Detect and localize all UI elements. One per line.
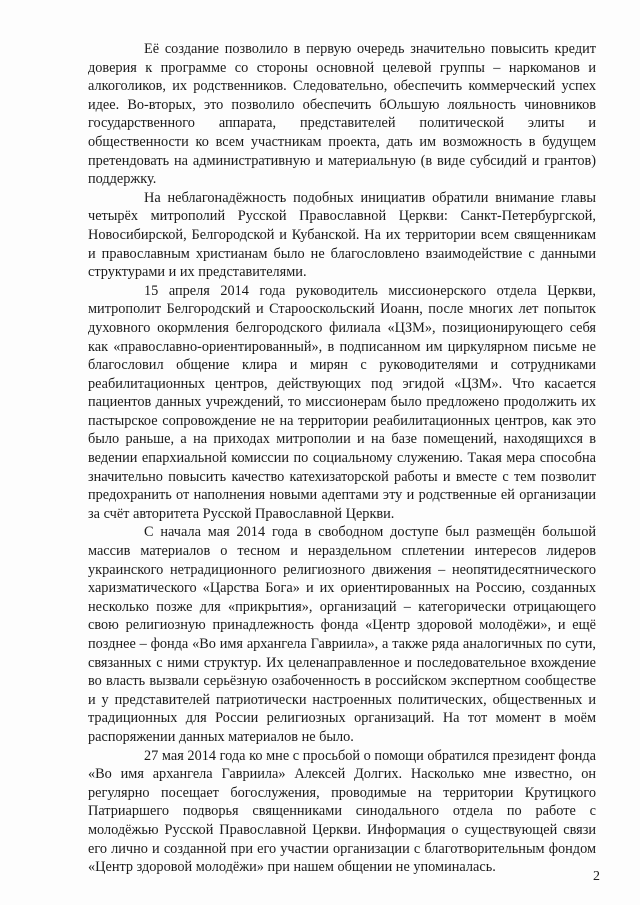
paragraph-3: 15 апреля 2014 года руководитель миссионерского отдела Церкви, митрополит Белгородский и Старооскольский Иоанн, после многих лет попыток духовного окормления белгородского филиала «ЦЗМ», позиционирующего себя как «православно-ориентированный», в подписанном им циркулярном письме не благословил общение клира и мирян с руководителями и сотрудниками реабилитационных центров, действующих под эгидой «ЦЗМ». Что касается пациентов данных учреждений, то миссионерам было предложено продолжить их пастырское сопровождение не на территории реабилитационных центров, как это было раньше, а на приходах митрополии и на базе помещений, находящихся в ведении епархиальной комиссии по социальному служению. Такая мера способна значительно повысить качество катехизаторской работы и вместе с тем позволит предохранить от наполнения новыми адептами эту и родственные ей организации за счёт авторитета Русской Православной Церкви. (88, 282, 596, 522)
document-body (88, 40, 596, 877)
paragraph-4: С начала мая 2014 года в свободном доступе был размещён большой массив материалов о тесном и нераздельном сплетении интересов лидеров украинского нетрадиционного религиозного движения – неопятидесятнического харизматического «Царства Бога» и их ориентированных на Россию, созданных несколько позже для «прикрытия», организаций – категорически отрицающего свою религиозную принадлежность фонда «Центр здоровой молодёжи», и ещё позднее – фонда «Во имя архангела Гавриила», а также ряда аналогичных по сути, связанных с ними структур. Их целенаправленное и последовательное вхождение во власть вызвали серьёзную озабоченность в российском экспертном сообществе и у представителей патриотически настроенных политических, общественных и традиционных для России религиозных организаций. На тот момент в моём распоряжении данных материалов не было. (88, 524, 596, 745)
paragraph-1: Её создание позволило в первую очередь значительно повысить кредит доверия к программе со стороны основной целевой группы – наркоманов и алкоголиков, их родственников. Следовательно, обеспечить коммерческий успех идее. Во-вторых, это позволило обеспечить бОльшую лояльность чиновников государственного аппарата, представителей политической элиты и общественности ко всем участникам проекта, дать им возможность в будущем претендовать на административную и материальную (в виде субсидий и грантов) поддержку. (88, 41, 596, 188)
page-number: 2 (593, 869, 600, 884)
paragraph-5: 27 мая 2014 года ко мне с просьбой о помощи обратился президент фонда «Во имя архангела Гавриила» Алексей Долгих. Насколько мне известно, он регулярно посещает богослужения, проводимые на территории Крутицкого Патриаршего подворья священниками синодального отдела по работе с молодёжью Русской Православной Церкви. Информация о существующей связи его лично и созданной при его участии организации с благотворительным фондом «Центр здоровой молодёжи» при нашем общении не упоминалась. (88, 747, 596, 876)
paragraph-2: На неблагонадёжность подобных инициатив обратили внимание главы четырёх митрополий Русской Православной Церкви: Санкт-Петербургской, Новосибирской, Белгородской и Кубанской. На их территории всем священникам и православным христианам было не благословлено взаимодействие с данными структурами и их представителями. (88, 189, 596, 281)
